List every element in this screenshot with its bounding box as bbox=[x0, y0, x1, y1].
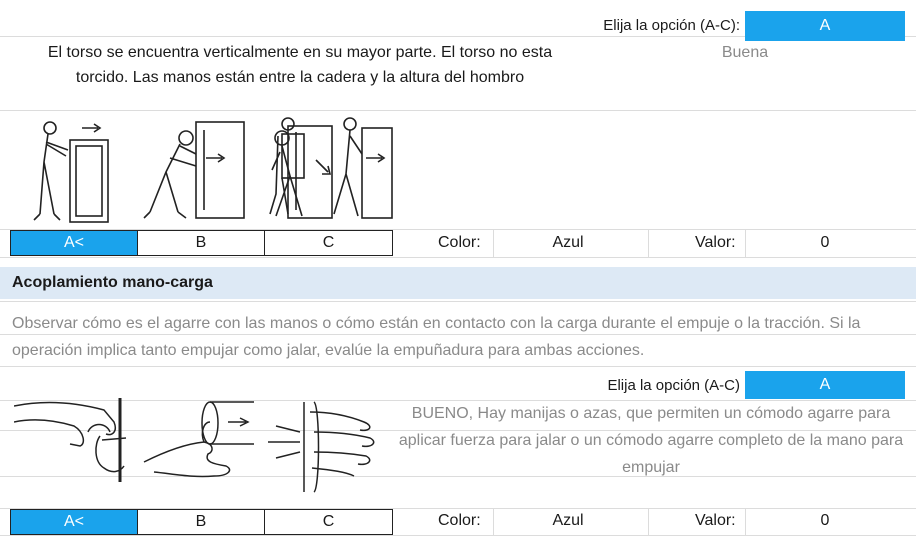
option-b-1[interactable]: B bbox=[137, 230, 265, 256]
color-label-2: Color: bbox=[438, 512, 481, 529]
choice-input-2[interactable]: A bbox=[745, 371, 905, 399]
option-c-1[interactable]: C bbox=[264, 230, 393, 256]
section-header-coupling bbox=[0, 267, 916, 299]
rating-text-1: Buena bbox=[721, 44, 769, 61]
option-b-2[interactable]: B bbox=[137, 509, 265, 535]
coupling-description: BUENO, Hay manijas o azas, que permiten un cómodo agarre para aplicar fuerza para jalar o un cómodo agarre completo de la mano para empujar bbox=[398, 405, 904, 476]
choice-input-1[interactable]: A bbox=[745, 11, 905, 41]
color-label-1: Color: bbox=[438, 234, 481, 251]
coupling-instructions: Observar cómo es el agarre con las manos o cómo están en contacto con la carga durante el empuje o la tracción. Si la operación implica tanto empujar como jalar, evalúe la empuñadura para ambas acciones. bbox=[12, 315, 861, 359]
option-a-2[interactable]: A< bbox=[10, 509, 138, 535]
posture-illustration bbox=[20, 114, 400, 228]
choice-label-1: Elija la opción (A-C): bbox=[603, 17, 740, 34]
option-a-1[interactable]: A< bbox=[10, 230, 138, 256]
option-c-2[interactable]: C bbox=[264, 509, 393, 535]
color-value-1: Azul bbox=[552, 234, 584, 251]
valor-label-1: Valor: bbox=[695, 234, 736, 251]
valor-label-2: Valor: bbox=[695, 512, 736, 529]
grip-illustration bbox=[14, 392, 394, 502]
section-header-text: Acoplamiento mano-carga bbox=[12, 274, 213, 291]
posture-description: El torso se encuentra verticalmente en su mayor parte. El torso no esta torcido. Las manos están entre la cadera y la altura del hombro bbox=[47, 44, 553, 86]
valor-value-1: 0 bbox=[820, 234, 830, 251]
color-value-2: Azul bbox=[552, 512, 584, 529]
choice-label-2: Elija la opción (A-C) bbox=[607, 377, 740, 394]
valor-value-2: 0 bbox=[820, 512, 830, 529]
